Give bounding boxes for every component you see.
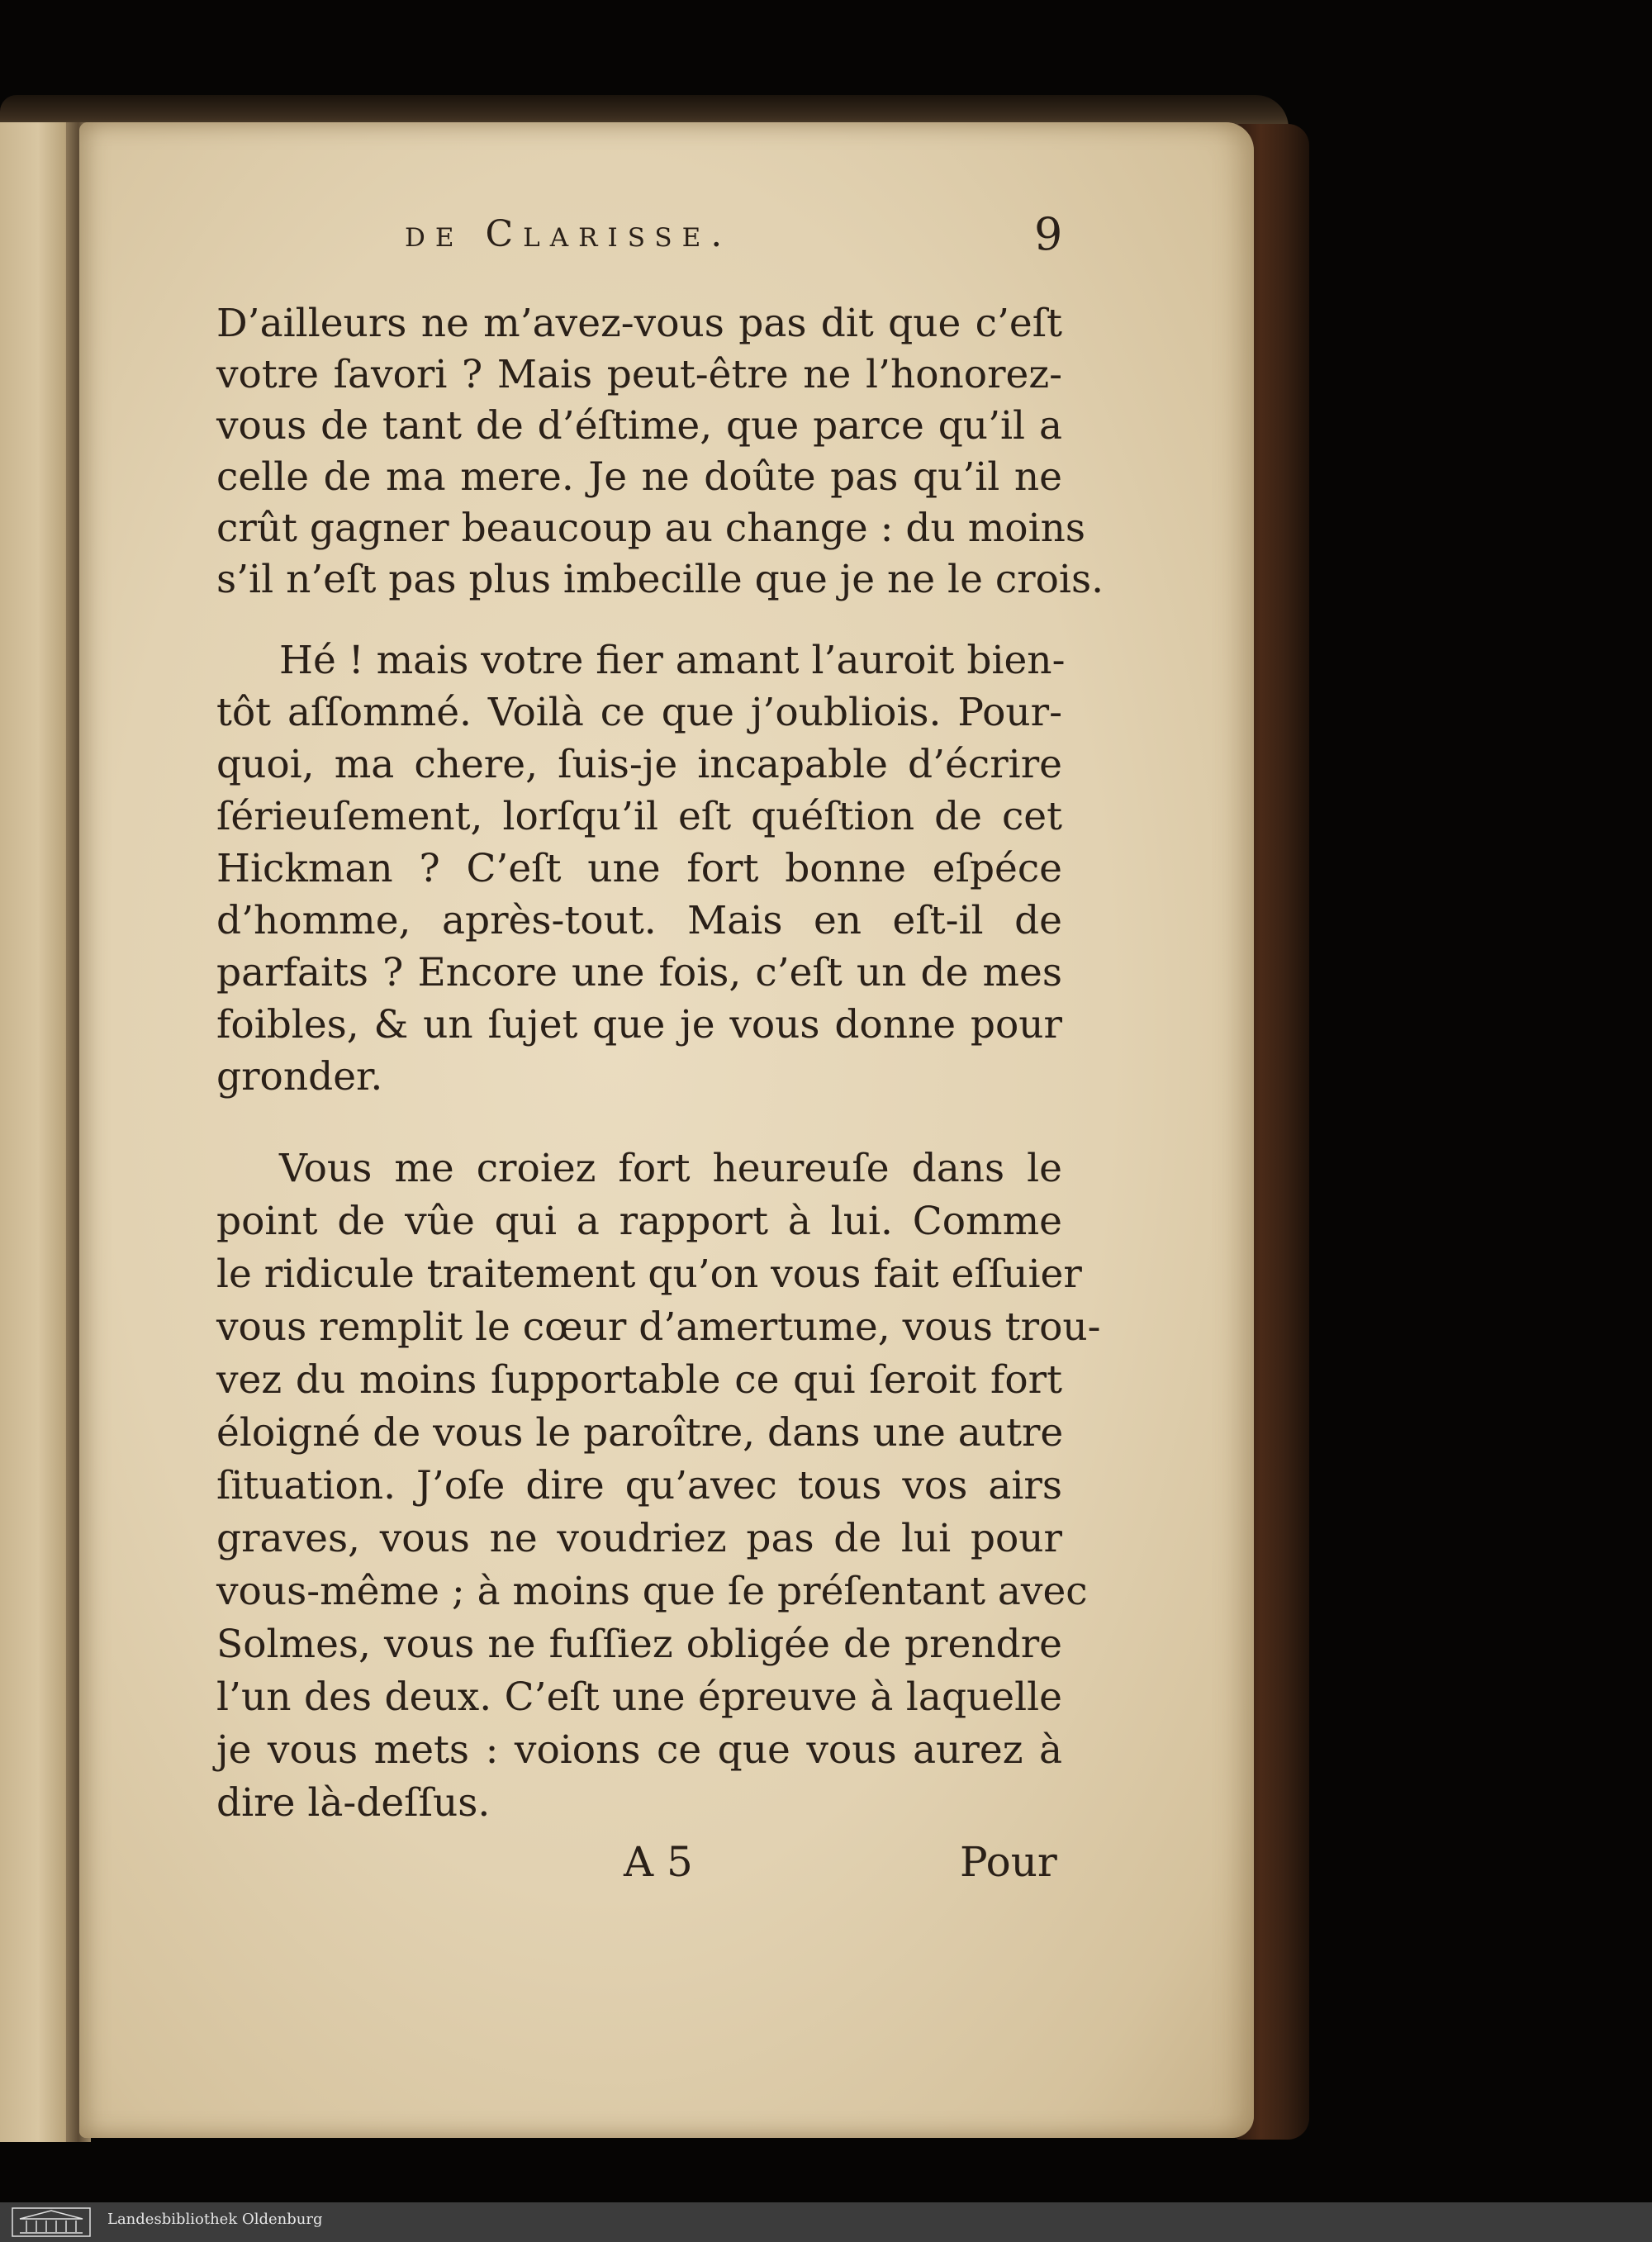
- text-line: vous remplit le cœur d’amertume, vous trou-: [216, 1304, 1101, 1350]
- text-line: Hé ! mais votre fier amant l’auroit bien-: [279, 638, 1066, 683]
- text-line: crût gagner beaucoup au change : du moins: [216, 506, 1085, 551]
- text-line: quoi, ma chere, ſuis-je incapable d’écrire: [216, 742, 1062, 787]
- verso-page-edge: [0, 122, 76, 2142]
- text-line: s’il n’eſt pas plus imbecille que je ne le crois.: [216, 557, 1104, 602]
- text-line: dire là-deſſus.: [216, 1780, 491, 1826]
- text-line: D’ailleurs ne m’avez-vous pas dit que c’eſt: [216, 301, 1062, 346]
- text-line: parfaits ? Encore une fois, c’eſt un de mes: [216, 950, 1062, 995]
- text-line: vez du moins ſupportable ce qui ſeroit fort: [216, 1357, 1062, 1403]
- text-line: éloigné de vous le paroître, dans une autre: [216, 1410, 1064, 1456]
- text-line: ſérieuſement, lorſqu’il eſt quéſtion de cet: [216, 794, 1062, 839]
- text-line: tôt aſſommé. Voilà ce que j’oubliois. Pour-: [216, 690, 1062, 735]
- running-head: de Clarisse.: [405, 213, 733, 255]
- signature-mark: A 5: [624, 1838, 693, 1886]
- page-number: 9: [1034, 208, 1063, 260]
- text-line: point de vûe qui a rapport à lui. Comme: [216, 1199, 1062, 1244]
- text-line: d’homme, après-tout. Mais en eſt-il de: [216, 898, 1062, 943]
- text-line: le ridicule traitement qu’on vous fait eſſuier: [216, 1252, 1082, 1297]
- text-line: foibles, & un ſujet que je vous donne pour: [216, 1002, 1062, 1047]
- text-line: gronder.: [216, 1054, 383, 1100]
- text-line: vous-même ; à moins que ſe préſentant avec: [216, 1569, 1088, 1614]
- text-line: l’un des deux. C’eſt une épreuve à laquelle: [216, 1674, 1062, 1720]
- text-line: celle de ma mere. Je ne doûte pas qu’il ne: [216, 454, 1062, 500]
- library-name: Landesbibliothek Oldenburg: [107, 2211, 323, 2228]
- text-line: Hickman ? C’eſt une fort bonne eſpéce: [216, 846, 1062, 891]
- text-line: graves, vous ne voudriez pas de lui pour: [216, 1516, 1062, 1561]
- text-line: vous de tant de d’éſtime, que parce qu’il a: [216, 403, 1062, 449]
- catchword: Pour: [960, 1838, 1057, 1886]
- text-line: Solmes, vous ne fuſſiez obligée de prendre: [216, 1622, 1062, 1667]
- text-line: votre ſavori ? Mais peut-être ne l’honorez-: [216, 352, 1062, 397]
- text-line: Vous me croiez fort heureuſe dans le: [279, 1146, 1062, 1191]
- library-building-icon: [12, 2207, 91, 2237]
- text-line: ſituation. J’oſe dire qu’avec tous vos airs: [216, 1463, 1062, 1508]
- text-line: je vous mets : voions ce que vous aurez à: [216, 1727, 1062, 1773]
